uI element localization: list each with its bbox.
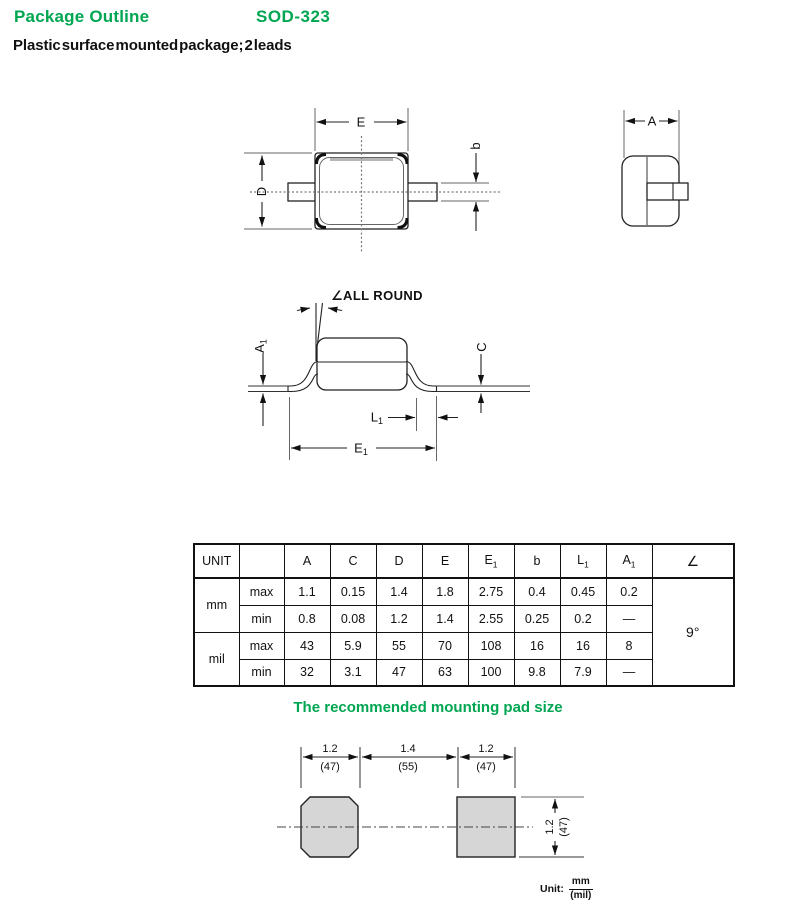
table-row-mil-min: min 32 3.1 47 63 100 9.8 7.9 — bbox=[194, 659, 734, 686]
dim-label-A1: A1 bbox=[252, 339, 269, 353]
package-description: Plastic surface mounted package; 2 leads bbox=[13, 37, 292, 54]
unit-fraction: $\frac{mm}{\text{(mil)}}$ bbox=[570, 876, 592, 901]
pad-dim-height-mm: 1.2 bbox=[544, 819, 556, 835]
dim-label-E: E bbox=[356, 114, 366, 130]
col-header-A: A bbox=[284, 544, 330, 578]
col-header-unit: UNIT bbox=[194, 544, 239, 578]
dim-label-D: D bbox=[254, 186, 269, 197]
unit-note bbox=[540, 876, 593, 901]
angle-note: ∠ALL ROUND bbox=[331, 288, 423, 303]
lead-end bbox=[647, 183, 688, 200]
angle-value: 9° bbox=[652, 578, 734, 686]
pad-dim-right-mm: 1.2 bbox=[478, 743, 494, 755]
unit-mil: mil bbox=[194, 632, 239, 686]
col-header-C: C bbox=[330, 544, 376, 578]
end-view bbox=[622, 110, 688, 226]
col-header-A1: $A_1$ bbox=[606, 544, 652, 578]
mounting-pad-heading: The recommended mounting pad size bbox=[293, 699, 563, 716]
package-name: SOD-323 bbox=[256, 7, 331, 26]
package-body-side bbox=[317, 338, 407, 390]
unit-label: Unit: bbox=[540, 882, 564, 895]
table-row-mm-min: min 0.8 0.08 1.2 1.4 2.55 0.25 0.2 — bbox=[194, 605, 734, 632]
pad-dim-left-mil: (47) bbox=[320, 761, 340, 773]
top-view bbox=[244, 108, 500, 252]
col-header-blank bbox=[239, 544, 284, 578]
table-row-mm-max: mm max 1.1 0.15 1.4 1.8 2.75 0.4 0.45 0.2 9° bbox=[194, 578, 734, 605]
pad-dim-height-mil: (47) bbox=[558, 817, 570, 837]
col-header-E: E bbox=[422, 544, 468, 578]
col-header-L1: $L_1$ bbox=[560, 544, 606, 578]
col-header-angle: ∠ bbox=[652, 544, 734, 578]
pad-dim-left-mm: 1.2 bbox=[322, 743, 338, 755]
unit-mm: mm bbox=[194, 578, 239, 632]
col-header-b: b bbox=[514, 544, 560, 578]
pad-dim-mid-mil: (55) bbox=[398, 761, 418, 773]
table-row-mil-max: mil max 43 5.9 55 70 108 16 16 8 bbox=[194, 632, 734, 659]
mounting-pad-drawing bbox=[0, 730, 798, 885]
col-header-E1: $E_1$ bbox=[468, 544, 514, 578]
pad-dim-right-mil: (47) bbox=[476, 761, 496, 773]
dim-label-L1: L1 bbox=[370, 409, 383, 426]
col-header-D: D bbox=[376, 544, 422, 578]
dim-label-C: C bbox=[474, 342, 489, 352]
pad-dim-mid-mm: 1.4 bbox=[400, 743, 416, 755]
page-title: Package Outline bbox=[14, 7, 150, 26]
package-outline-drawing bbox=[0, 90, 798, 475]
dim-label-E1: E1 bbox=[354, 440, 368, 457]
dimension-table bbox=[193, 543, 735, 687]
dim-label-A: A bbox=[647, 113, 657, 129]
dim-label-b: b bbox=[468, 142, 483, 150]
side-view bbox=[248, 288, 530, 461]
